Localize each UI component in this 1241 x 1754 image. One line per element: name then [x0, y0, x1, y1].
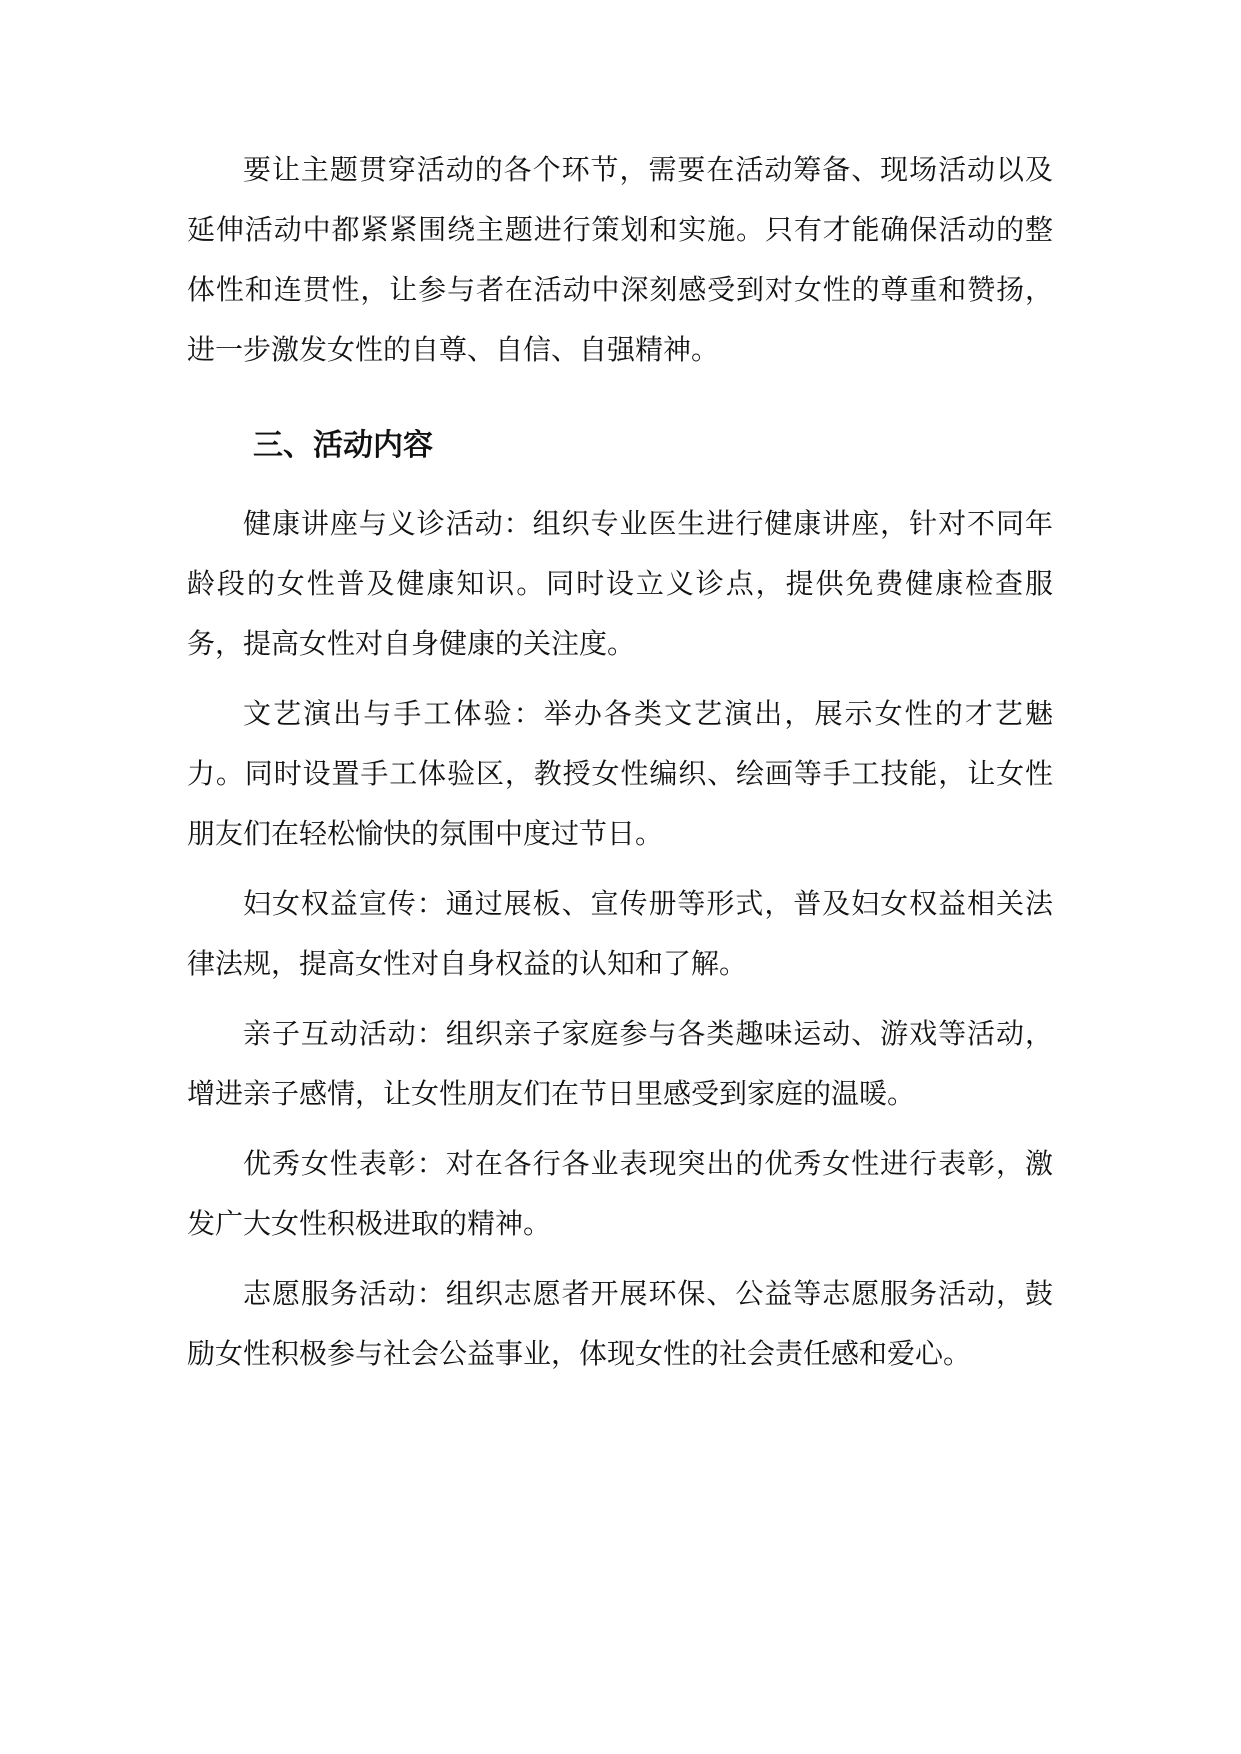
- activity-item-parent-child: 亲子互动活动：组织亲子家庭参与各类趣味运动、游戏等活动，增进亲子感情，让女性朋友们在节日里感受到家庭的温暖。: [187, 1017, 1053, 1110]
- intro-paragraph: 要让主题贯穿活动的各个环节，需要在活动筹备、现场活动以及延伸活动中都紧紧围绕主题进行策划和实施。只有才能确保活动的整体性和连贯性，让参与者在活动中深刻感受到对女性的尊重和赞扬，进一步激发女性的自尊、自信、自强精神。: [187, 153, 1053, 366]
- activity-item-volunteer: 志愿服务活动：组织志愿者开展环保、公益等志愿服务活动，鼓励女性积极参与社会公益事业，体现女性的社会责任感和爱心。: [187, 1277, 1053, 1370]
- document-body: [187, 140, 1053, 1394]
- activity-item-rights: 妇女权益宣传：通过展板、宣传册等形式，普及妇女权益相关法律法规，提高女性对自身权益的认知和了解。: [187, 887, 1053, 980]
- activity-item-commendation: 优秀女性表彰：对在各行各业表现突出的优秀女性进行表彰，激发广大女性积极进取的精神。: [187, 1147, 1053, 1240]
- section-heading: 三、活动内容: [253, 428, 433, 463]
- activity-item-performance: 文艺演出与手工体验：举办各类文艺演出，展示女性的才艺魅力。同时设置手工体验区，教授女性编织、绘画等手工技能，让女性朋友们在轻松愉快的氛围中度过节日。: [187, 697, 1053, 850]
- activity-item-health: 健康讲座与义诊活动：组织专业医生进行健康讲座，针对不同年龄段的女性普及健康知识。同时设立义诊点，提供免费健康检查服务，提高女性对自身健康的关注度。: [187, 507, 1053, 660]
